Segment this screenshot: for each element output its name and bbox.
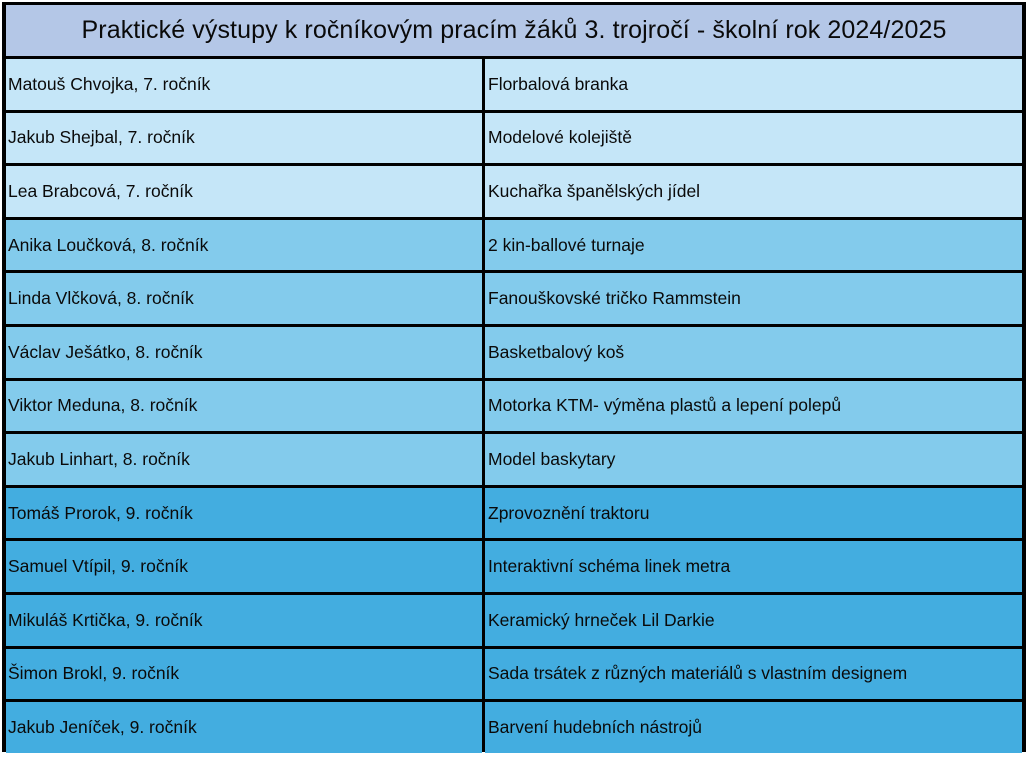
project-cell: Motorka KTM- výměna plastů a lepení polepů <box>485 381 1022 432</box>
table-row <box>6 59 1022 110</box>
project-cell: Sada trsátek z různých materiálů s vlastním designem <box>485 649 1022 700</box>
student-name-cell: Tomáš Prorok, 9. ročník <box>6 488 482 539</box>
table-row <box>6 649 1022 700</box>
project-cell: Florbalová branka <box>485 59 1022 110</box>
student-name-cell: Anika Loučková, 8. ročník <box>6 220 482 271</box>
table-row <box>6 166 1022 217</box>
table-row <box>6 381 1022 432</box>
table-row <box>6 327 1022 378</box>
projects-table <box>2 2 1026 752</box>
student-name-cell: Jakub Linhart, 8. ročník <box>6 434 482 485</box>
student-name-cell: Matouš Chvojka, 7. ročník <box>6 59 482 110</box>
table-row <box>6 273 1022 324</box>
student-name-cell: Mikuláš Krtička, 9. ročník <box>6 595 482 646</box>
student-name-cell: Šimon Brokl, 9. ročník <box>6 649 482 700</box>
project-cell: Zprovoznění traktoru <box>485 488 1022 539</box>
table-row <box>6 702 1022 753</box>
table-row <box>6 488 1022 539</box>
table-title: Praktické výstupy k ročníkovým pracím žáků 3. trojročí - školní rok 2024/2025 <box>6 5 1022 56</box>
student-name-cell: Viktor Meduna, 8. ročník <box>6 381 482 432</box>
table-row <box>6 541 1022 592</box>
project-cell: Interaktivní schéma linek metra <box>485 541 1022 592</box>
project-cell: Model baskytary <box>485 434 1022 485</box>
table-row <box>6 220 1022 271</box>
student-name-cell: Linda Vlčková, 8. ročník <box>6 273 482 324</box>
student-name-cell: Jakub Jeníček, 9. ročník <box>6 702 482 753</box>
table-row <box>6 595 1022 646</box>
project-cell: Fanouškovské tričko Rammstein <box>485 273 1022 324</box>
table-body <box>6 59 1022 756</box>
student-name-cell: Samuel Vtípil, 9. ročník <box>6 541 482 592</box>
project-cell: Kuchařka španělských jídel <box>485 166 1022 217</box>
project-cell: Modelové kolejiště <box>485 113 1022 164</box>
table-row <box>6 113 1022 164</box>
project-cell: Basketbalový koš <box>485 327 1022 378</box>
project-cell: 2 kin-ballové turnaje <box>485 220 1022 271</box>
project-cell: Barvení hudebních nástrojů <box>485 702 1022 753</box>
student-name-cell: Lea Brabcová, 7. ročník <box>6 166 482 217</box>
project-cell: Keramický hrneček Lil Darkie <box>485 595 1022 646</box>
student-name-cell: Václav Ješátko, 8. ročník <box>6 327 482 378</box>
student-name-cell: Jakub Shejbal, 7. ročník <box>6 113 482 164</box>
table-row <box>6 434 1022 485</box>
